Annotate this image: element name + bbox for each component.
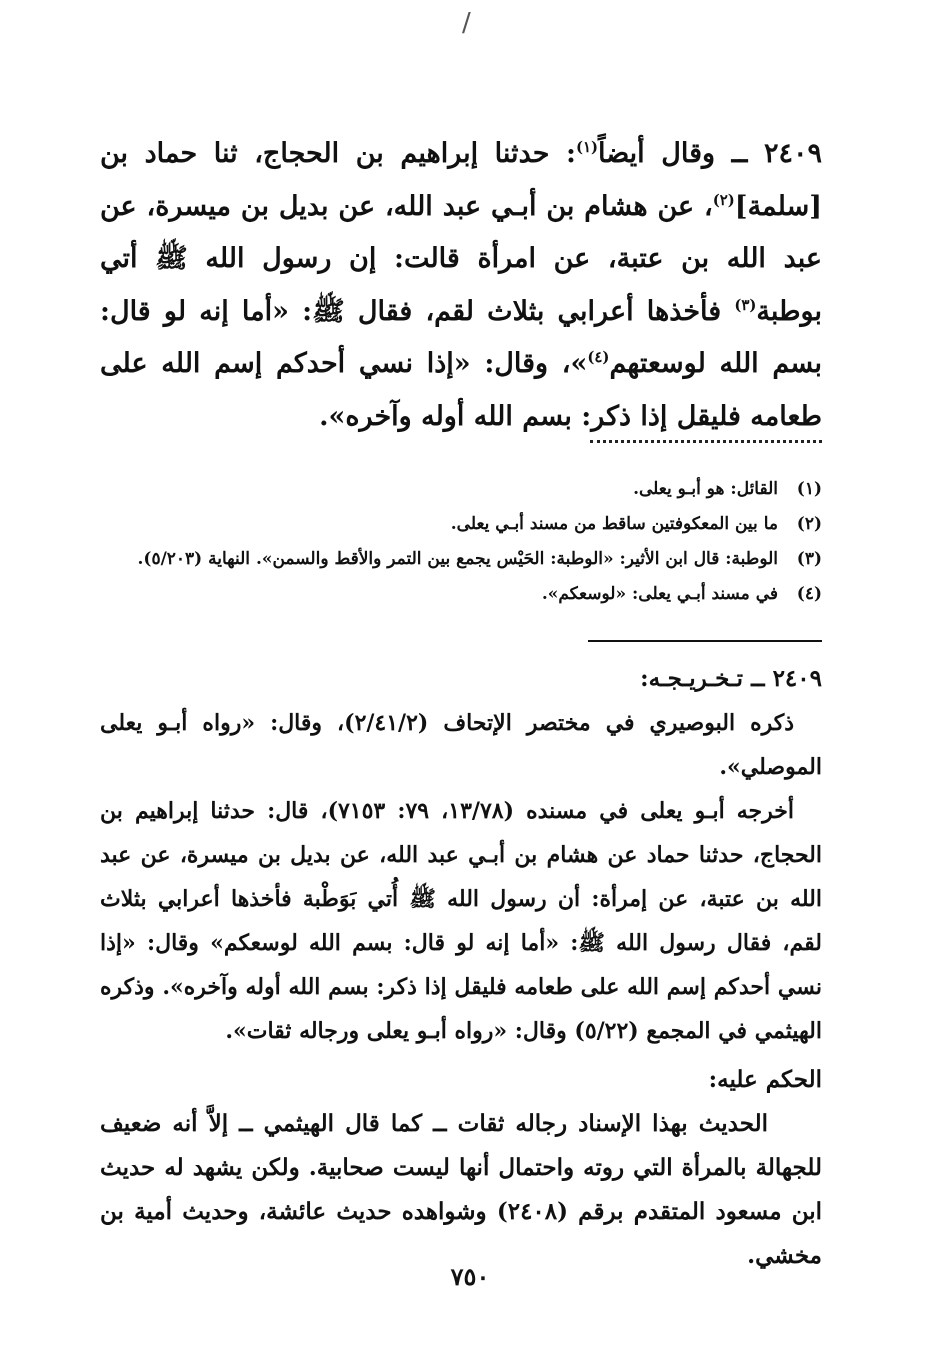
takhrij-paragraph: ذكره البوصيري في مختصر الإتحاف (٢/٤١/٢)، وقال: «رواه أبـو يعلى الموصلي». — [100, 710, 822, 780]
footnote-4 — [100, 577, 822, 612]
takhrij-heading: ٢٤٠٩ ــ تـخـريـجـه: — [640, 665, 822, 692]
footnotes — [100, 472, 822, 612]
footnote-number: (٣) — [796, 549, 822, 569]
hadith-text-a: : حدثنا إبراهيم بن الحجاج، ثنا حماد بن [سلمة] — [100, 138, 822, 222]
hadith-text — [100, 128, 822, 443]
hadith-number: ٢٤٠٩ — [763, 138, 822, 169]
footnote-text: في مسند أبـي يعلى: «لوسعكم». — [541, 584, 778, 604]
footnote-text: الوطبة: قال ابن الأثير: «الوطبة: الحَيْس يجمع بين التمر والأقط والسمن». النهاية (٥/٢٠٣). — [137, 549, 778, 569]
footnote-separator-dots — [590, 440, 822, 443]
footnote-3 — [100, 542, 822, 577]
takhrij-section — [100, 657, 822, 1053]
footnote-ref-1: (١) — [575, 138, 599, 156]
hukm-heading: الحكم عليه: — [708, 1066, 822, 1093]
hadith-text-d: »، وقال: «إذا نسي أحدكم إسم الله على طعامه فليقل إذا ذكر: بسم الله أوله وآخره». — [100, 348, 822, 432]
footnote-ref-2: (٢) — [712, 190, 735, 209]
hukm-section — [100, 1058, 822, 1278]
footnote-2 — [100, 507, 822, 542]
section-rule — [588, 640, 822, 642]
hadith-text-b: ، عن هشام بن أبـي عبد الله، عن بديل بن ميسرة، عن عبد الله بن عتبة، عن امرأة قالت: إن رسول الله ﷺ أتي بوطبة — [100, 190, 822, 327]
footnote-ref-3: (٣) — [734, 295, 757, 314]
page-number: ٧٥٠ — [450, 1262, 490, 1291]
footnote-ref-4: (٤) — [587, 348, 610, 366]
footnote-number: (٢) — [796, 514, 822, 534]
corner-pen-mark: / — [462, 8, 471, 38]
footnote-text: ما بين المعكوفتين ساقط من مسند أبـي يعلى. — [450, 514, 778, 534]
hukm-paragraph: الحديث بهذا الإسناد رجاله ثقات ــ كما قال الهيثمي ــ إلاَّ أنه ضعيف للجهالة بالمرأة التي روته واحتمال أنها ليست صحابية. ولكن يشهد له حديث ابن مسعود المتقدم برقم (٢٤٠٨) وشواهده حديث عائشة، وحديث أمية بن مخشي. — [100, 1110, 822, 1269]
footnote-1 — [100, 472, 822, 507]
takhrij-paragraph: أخرجه أبـو يعلى في مسنده (١٣/٧٨، ٧٩: ٧١٥٣)، قال: حدثنا إبراهيم بن الحجاج، حدثنا حماد عن هشام بن أبـي عبد الله، عن بديل بن ميسرة، عن عبد الله بن عتبة، عن إمرأة: أن رسول الله ﷺ أُتي بَوَطْبة فأخذها أعرابي بثلاث لقم، فقال رسول الله ﷺ: «أما إنه لو قال: بسم الله لوسعكم» وقال: «إذا نسي أحدكم إسم الله على طعامه فليقل إذا ذكر: بسم الله أوله وآخره». وذكره الهيثمي في المجمع (٥/٢٢) وقال: «رواه أبـو يعلى ورجاله ثقات». — [100, 798, 822, 1044]
hadith-lead: ــ وقال أيضاً — [598, 138, 764, 169]
footnote-text: القائل: هو أبـو يعلى. — [633, 479, 778, 499]
footnote-number: (٤) — [796, 584, 822, 604]
hadith-paragraph — [100, 128, 822, 443]
hadith-text-c: فأخذها أعرابي بثلاث لقم، فقال ﷺ: «أما إنه لو قال: بسم الله لوسعتهم — [100, 295, 822, 379]
footnote-number: (١) — [796, 479, 822, 499]
